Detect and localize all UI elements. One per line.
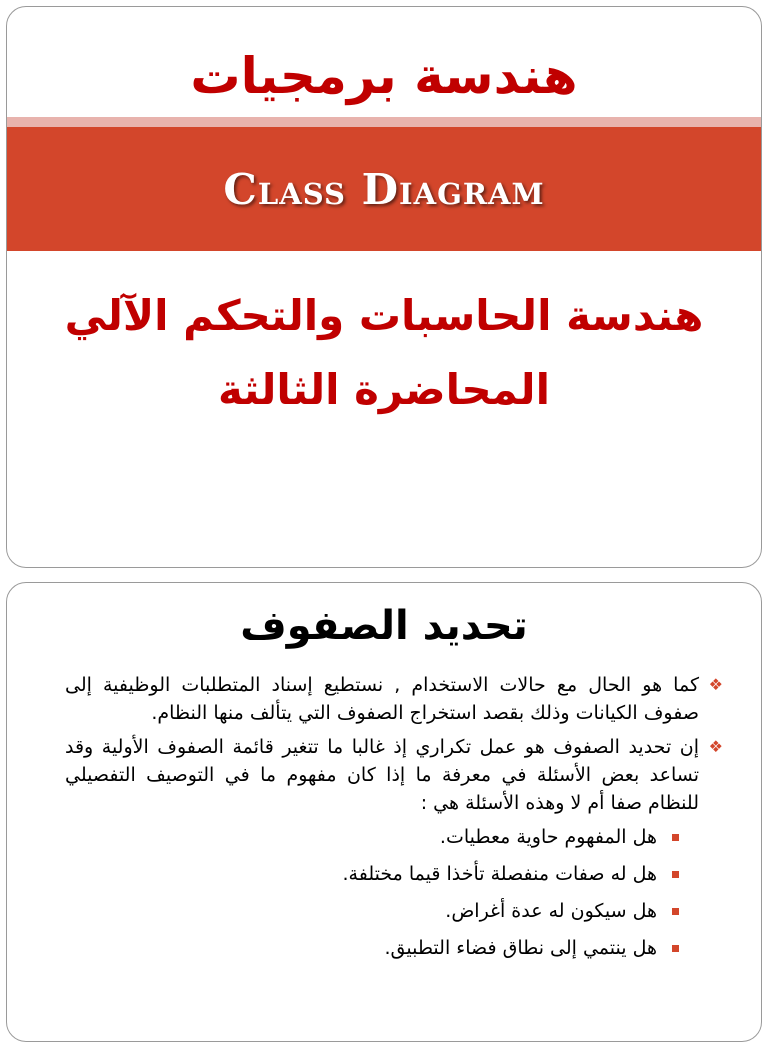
diamond-bullet-icon: ❖ bbox=[708, 737, 723, 756]
band-divider bbox=[7, 251, 761, 263]
list-item bbox=[65, 897, 679, 925]
square-bullet-icon bbox=[672, 908, 679, 915]
square-bullet-icon bbox=[672, 834, 679, 841]
slide-title: تحديد الصفوف bbox=[240, 603, 528, 649]
question-text: هل له صفات منفصلة تأخذا قيما مختلفة. bbox=[342, 863, 657, 885]
question-text: هل سيكون له عدة أغراض. bbox=[445, 900, 657, 922]
list-item bbox=[65, 860, 679, 888]
square-bullet-icon bbox=[672, 871, 679, 878]
question-text: هل المفهوم حاوية معطيات. bbox=[439, 826, 657, 848]
diamond-bullet-icon: ❖ bbox=[708, 675, 723, 694]
department-subtitle: هندسة الحاسبات والتحكم الآلي bbox=[64, 291, 704, 340]
decorative-stripe bbox=[7, 117, 761, 127]
slide-body bbox=[65, 671, 723, 971]
paragraph-text: كما هو الحال مع حالات الاستخدام , نستطيع إسناد المتطلبات الوظيفية إلى صفوف الكيانات وذلك بقصد استخراج الصفوف التي يتألف منها النظام. bbox=[65, 674, 699, 724]
content-slide bbox=[6, 582, 762, 1042]
questions-list bbox=[65, 823, 723, 962]
lecture-subtitle: المحاضرة الثالثة bbox=[218, 365, 550, 414]
title-band bbox=[7, 127, 761, 251]
title-slide bbox=[6, 6, 762, 568]
list-item bbox=[65, 823, 679, 851]
square-bullet-icon bbox=[672, 945, 679, 952]
paragraph-item bbox=[65, 733, 723, 817]
course-title: هندسة برمجيات bbox=[190, 47, 578, 105]
list-item bbox=[65, 934, 679, 962]
question-text: هل ينتمي إلى نطاق فضاء التطبيق. bbox=[384, 937, 657, 959]
paragraph-item bbox=[65, 671, 723, 727]
paragraph-text: إن تحديد الصفوف هو عمل تكراري إذ غالبا ما تتغير قائمة الصفوف الأولية وقد تساعد بعض الأسئلة في معرفة ما إذا كان مفهوم ما في التوصيف التفصيلي للنظام صفا أم لا وهذه الأسئلة هي : bbox=[65, 736, 699, 814]
band-title: Class Diagram bbox=[223, 164, 545, 214]
